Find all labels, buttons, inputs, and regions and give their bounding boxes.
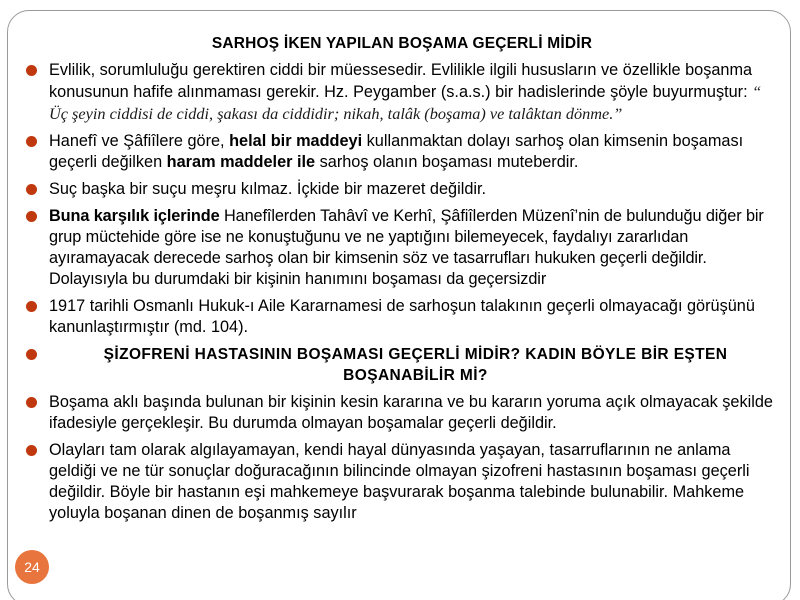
- list-item: [22, 440, 782, 524]
- item-text: sarhoş olanın boşaması muteberdir.: [315, 153, 579, 171]
- bullet-icon: [26, 349, 37, 360]
- bullet-icon: [26, 136, 37, 147]
- list-item: [22, 60, 782, 125]
- bullet-icon: [26, 184, 37, 195]
- page-number-badge: 24: [15, 550, 49, 584]
- list-item: [22, 179, 782, 200]
- item-emphasis: helal bir maddeyi: [229, 132, 363, 150]
- bullet-icon: [26, 211, 37, 222]
- item-emphasis: Buna karşılık içlerinde: [49, 207, 220, 225]
- item-text: Hanefîlerden Tahâvî ve Kerhî, Şâfiîlerden Müzenî’nin de bulunduğu diğer bir grup müctehide göre ise ne konuştuğunu ve ne yaptığını bilemeyecek, faydalıyı zararlıdan ayıramayacak derecede sarhoş olan bir kimsenin söz ve tasarrufları hukuken geçerli değildir. Dolayısıyla bu durumdaki bir kişinin hanımını boşaması da geçersizdir: [49, 207, 764, 288]
- bullet-icon: [26, 65, 37, 76]
- list-item: [22, 206, 782, 290]
- item-text: kullanmaktan dolayı sarhoş olan kimsenin boşaması geçerli değilken: [49, 132, 744, 171]
- item-text: Evlilik, sorumluluğu gerektiren ciddi bir müessesedir. Evlilikle ilgili hususların ve özellikle boşanma konusunun hafife alınmaması gerekir. Hz. Peygamber (s.a.s.) bir hadislerinde şöyle buyurmuştur:: [49, 61, 753, 101]
- list-item: [22, 131, 782, 173]
- slide-title: SARHOŞ İKEN YAPILAN BOŞAMA GEÇERLİ MİDİR: [211, 35, 593, 52]
- item-text: Olayları tam olarak algılayamayan, kendi hayal dünyasında yaşayan, tasarruflarının ne anlama geldiği ve ne tür sonuçlar doğuracağının bilincinde olmayan şizofreni hastasının boşaması geçerli değildir. Böyle bir hastanın eşi mahkemeye başvurarak boşanma talebinde bulunabilir. Mahkeme yoluyla boşanan dinen de boşanmış sayılır: [49, 441, 750, 522]
- item-text: Boşama aklı başında bulunan bir kişinin kesin kararına ve bu kararın yoruma açık olmayacak şekilde ifadesiyle gerçekleşir. Bu durumda olmayan boşamalar geçerli değildir.: [49, 393, 773, 432]
- item-text: Hanefî ve Şâfiîlere göre,: [49, 132, 230, 150]
- bullet-icon: [26, 397, 37, 408]
- hadith-quote: “ Üç şeyin ciddisi de ciddi, şakası da ciddidir; nikah, talâk (boşama) ve talâktan dönme.”: [49, 82, 762, 123]
- section-heading-text: ŞİZOFRENİ HASTASININ BOŞAMASI GEÇERLİ MİDİR? KADIN BÖYLE BİR EŞTEN BOŞANABİLİR Mİ?: [103, 346, 728, 384]
- item-text: 1917 tarihli Osmanlı Hukuk-ı Aile Kararnamesi de sarhoşun talakının geçerli olmayacağı görüşünü kanunlaştırmıştır (md. 104).: [49, 297, 755, 336]
- section-heading: [22, 344, 782, 386]
- bullet-icon: [26, 445, 37, 456]
- list-item: [22, 296, 782, 338]
- slide-content: [22, 34, 782, 530]
- list-item: [22, 392, 782, 434]
- item-emphasis: haram maddeler ile: [166, 153, 316, 171]
- bullet-icon: [26, 301, 37, 312]
- bullet-list: [22, 60, 782, 524]
- item-text: Suç başka bir suçu meşru kılmaz. İçkide bir mazeret değildir.: [49, 180, 487, 198]
